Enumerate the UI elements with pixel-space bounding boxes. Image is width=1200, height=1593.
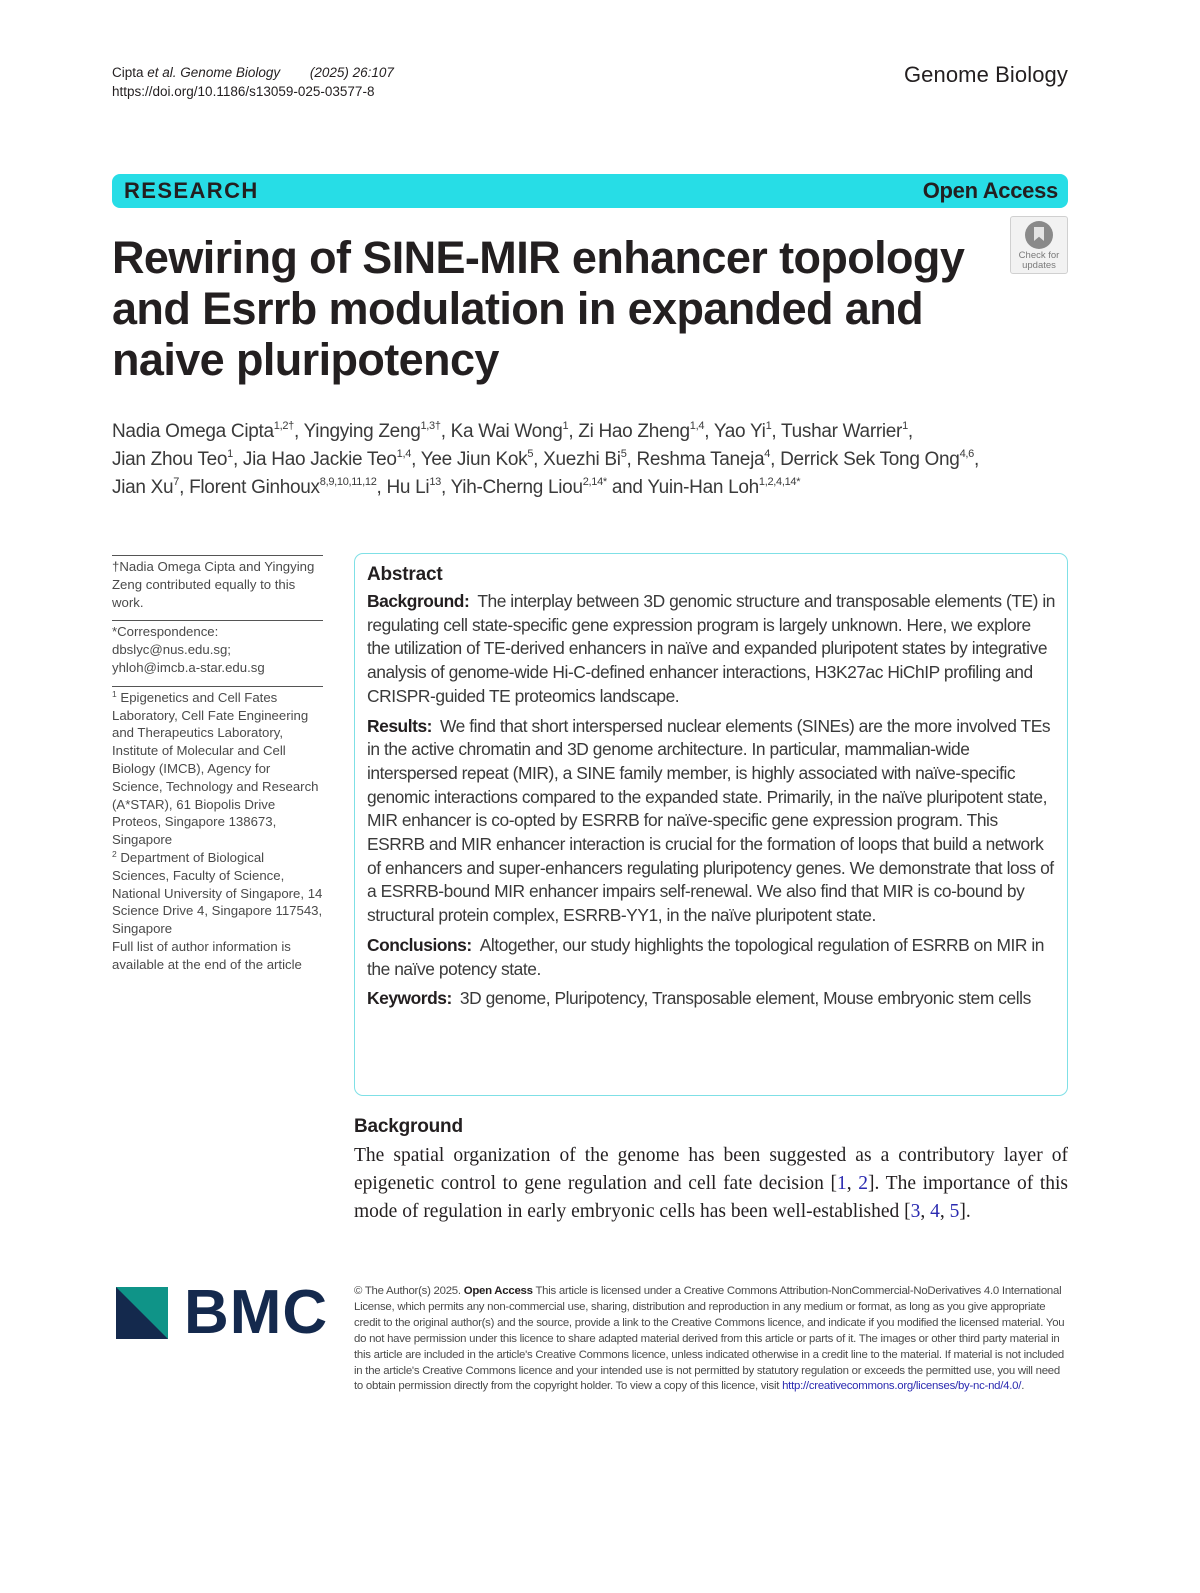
- bookmark-icon: [1025, 221, 1053, 249]
- author-affiliation-marker: 1: [765, 420, 772, 432]
- abstract-heading: Abstract: [367, 564, 443, 585]
- author-list: Nadia Omega Cipta$^{1,2\dagger}$, Yingying Zeng$^{1,3\dagger}$, Ka Wai Wong$^1$, Zi Hao Zheng$^{1,4}$, Yao Yi$^1$, Tushar Warrier$^1$, Jian Zhou Teo$^1$, Jia Hao Jackie Teo$^{1,4}$, Yee Jiun Kok$^5$, Xuezhi Bi$^5$, Reshma Taneja$^4$, Derrick Sek Tong Ong$^{4,6}$, Jian Xu$^7$, Florent Ginhoux$^{8,9,10,11,12}$, Hu Li$^{13}$, Yih-Cherng Liou$^{2,14*}$ and Yuin-Han Loh$^{1,2,4,14*}$: [112, 420, 979, 498]
- journal-name: Genome Biology: [903, 62, 1068, 87]
- sidebar-notes: [112, 555, 323, 983]
- abstract-background: Background: The interplay between 3D genomic structure and transposable elements (TE) in regulating cell state-specific gene expression program is largely unknown. Here, we explore the utilization of TE-derived enhancers in naïve and expanded pluripotent states by integrative analysis of genome-wide Hi-C-defined enhancer interactions, H3K27ac HiChIP profiling and CRISPR-guided TE proteomics landscape.: [367, 591, 1055, 706]
- reference-link-5[interactable]: 5: [949, 1201, 960, 1222]
- author-name[interactable]: Jian Xu: [112, 477, 174, 498]
- citation-year: (2025) 26:107: [309, 65, 394, 80]
- full-author-info-note: Full list of author information is available at the end of the article: [112, 938, 302, 972]
- author-name[interactable]: Nadia Omega Cipta: [112, 421, 274, 442]
- author-affiliation-marker: 2,14*: [582, 476, 607, 488]
- affiliations-block: [112, 686, 323, 974]
- abstract-keywords: Keywords: 3D genome, Pluripotency, Transposable element, Mouse embryonic stem cells: [367, 988, 1031, 1009]
- background-heading: Background: [354, 1116, 463, 1137]
- bmc-logo-text: BMC: [184, 1278, 329, 1347]
- results-label: Results:: [367, 715, 433, 736]
- email-link-1[interactable]: dbslyc@nus.edu.sg;: [112, 642, 231, 658]
- abstract-conclusions: Conclusions: Altogether, our study highlights the topological regulation of ESRRB on MIR in the naïve potency state.: [367, 934, 1045, 979]
- reference-link-3[interactable]: 3: [910, 1201, 921, 1222]
- abstract-results: Results: We find that short interspersed nuclear elements (SINEs) are the more involved TEs in the active chromatin and 3D genome architecture. In particular, mammalian-wide interspersed repeat (MIR), a SINE family member, is highly associated with naïve-specific genomic interactions compared to the expanded state. Primarily, in the naïve pluripotent state, MIR enhancer is co-opted by ESRRB for naïve-specific gene expression program. This ESRRB and MIR enhancer interaction is crucial for the formation of loops that build a network of enhancers and super-enhancers regulating pluripotency genes. We demonstrate that loss of a ESRRB-bound MIR enhancer impairs self-renewal. We also find that MIR is co-bound by structural protein complex, ESRRB-YY1, in the naïve pluripotent state.: [367, 715, 1054, 926]
- citation-line: [112, 63, 394, 82]
- author-name[interactable]: Jian Zhou Teo: [112, 449, 228, 470]
- author-name[interactable]: Yao Yi: [713, 421, 766, 442]
- check-for-updates-label: Check for updates: [1018, 250, 1060, 271]
- author-affiliation-marker: 7: [173, 476, 180, 488]
- author-affiliation-marker: 1: [902, 420, 908, 432]
- license-link[interactable]: http://creativecommons.org/licenses/by-nc-nd/4.0/: [782, 1380, 1022, 1393]
- background-label: Background:: [367, 591, 470, 611]
- author-name[interactable]: Xuezhi Bi: [543, 449, 621, 470]
- reference-link-2[interactable]: 2: [858, 1173, 869, 1194]
- citation-author: Cipta: [112, 65, 144, 80]
- author-name[interactable]: Reshma Taneja: [636, 449, 765, 470]
- author-affiliation-marker: 13: [429, 476, 441, 488]
- article-type-banner: [112, 174, 1068, 208]
- check-for-updates-button[interactable]: [1010, 216, 1068, 274]
- author-affiliation-marker: 5: [527, 448, 534, 460]
- author-affiliation-marker: 1: [227, 448, 233, 460]
- correspondence-block: [112, 620, 323, 676]
- author-affiliation-marker: 4: [764, 448, 771, 460]
- article-type-label: RESEARCH: [124, 178, 259, 203]
- reference-link-1[interactable]: 1: [837, 1173, 847, 1194]
- license-open-access-label: Open Access: [463, 1285, 533, 1297]
- author-name[interactable]: Ka Wai Wong: [450, 421, 563, 442]
- author-affiliation-marker: 1,4: [689, 420, 705, 432]
- bmc-logo: [116, 1278, 329, 1347]
- author-name[interactable]: Yingying Zeng: [303, 421, 421, 442]
- keywords-label: Keywords:: [367, 988, 452, 1009]
- author-affiliation-marker: 4,6: [959, 448, 974, 460]
- author-name[interactable]: Tushar Warrier: [781, 421, 903, 442]
- doi-link[interactable]: https://doi.org/10.1186/s13059-025-03577-8: [112, 84, 375, 99]
- background-paragraph: The spatial organization of the genome has been suggested as a contributory layer of epigenetic control to gene regulation and cell fate decision [1, 2]. The importance of this mode of regulation in early embryonic cells has been well-established [3, 4, 5].: [354, 1145, 1068, 1222]
- correspondence-label: *Correspondence:: [112, 624, 219, 640]
- equal-contribution-note: †Nadia Omega Cipta and Yingying Zeng contributed equally to this work.: [112, 555, 323, 611]
- author-affiliation-marker: 8,9,10,11,12: [319, 476, 377, 488]
- license-notice: © The Author(s) 2025. Open Access This article is licensed under a Creative Commons Attribution-NonCommercial-NoDerivatives 4.0 International License, which permits any non-commercial use, sharing, distribution and reproduction in any medium or format, as long as you give appropriate credit to the original author(s) and the source, provide a link to the Creative Commons licence, and indicate if you modified the licensed material. You do not have permission under this licence to share adapted material derived from this article or parts of it. The images or other third party material in this article are included in the article's Creative Commons licence, unless indicated otherwise in a credit line to the material. If material is not included in the article's Creative Commons licence and your intended use is not permitted by statutory regulation or exceeds the permitted use, you will need to obtain permission directly from the copyright holder. To view a copy of this licence, visit http://creativecommons.org/licenses/by-nc-nd/4.0/.: [354, 1285, 1065, 1393]
- running-head: [112, 63, 394, 101]
- author-name[interactable]: Jia Hao Jackie Teo: [242, 449, 397, 470]
- author-name[interactable]: Yuin-Han Loh: [647, 477, 759, 498]
- citation-journal: et al. Genome Biology: [147, 65, 281, 80]
- email-link-2[interactable]: yhloh@imcb.a-star.edu.sg: [112, 659, 265, 675]
- author-name[interactable]: Florent Ginhoux: [189, 477, 320, 498]
- reference-link-4[interactable]: 4: [930, 1201, 940, 1222]
- author-name[interactable]: Derrick Sek Tong Ong: [780, 449, 960, 470]
- author-affiliation-marker: 1,2†: [273, 420, 294, 432]
- bmc-logo-mark-icon: [116, 1287, 168, 1339]
- author-affiliation-marker: 1,4: [396, 448, 412, 460]
- open-access-label: Open Access: [922, 178, 1058, 203]
- author-affiliation-marker: 1,2,4,14*: [758, 476, 801, 488]
- affiliation-1: $^1$ Epigenetics and Cell Fates Laboratory, Cell Fate Engineering and Therapeutics Laboratory, Institute of Molecular and Cell Biology (IMCB), Agency for Science, Technology and Research (A*STAR), 61 Biopolis Drive Proteos, Singapore 138673, Singapore: [112, 688, 319, 848]
- author-name[interactable]: Hu Li: [386, 477, 430, 498]
- background-section: [354, 1116, 1068, 1226]
- conclusions-label: Conclusions:: [367, 934, 472, 955]
- abstract-box: [354, 553, 1068, 1096]
- author-affiliation-marker: 5: [620, 448, 627, 460]
- author-name[interactable]: Zi Hao Zheng: [578, 421, 690, 442]
- author-name[interactable]: Yih-Cherng Liou: [450, 477, 583, 498]
- author-affiliation-marker: 1: [562, 420, 569, 432]
- affiliation-2: $^2$ Department of Biological Sciences, Faculty of Science, National University of Singapore, 14 Science Drive 4, Singapore 117543, Singapore: [112, 848, 323, 937]
- author-affiliation-marker: 1,3†: [420, 420, 441, 432]
- author-name[interactable]: Yee Jiun Kok: [420, 449, 528, 470]
- article-title: Rewiring of SINE-MIR enhancer topology and Esrrb modulation in expanded and naive pluripotency: [112, 232, 965, 385]
